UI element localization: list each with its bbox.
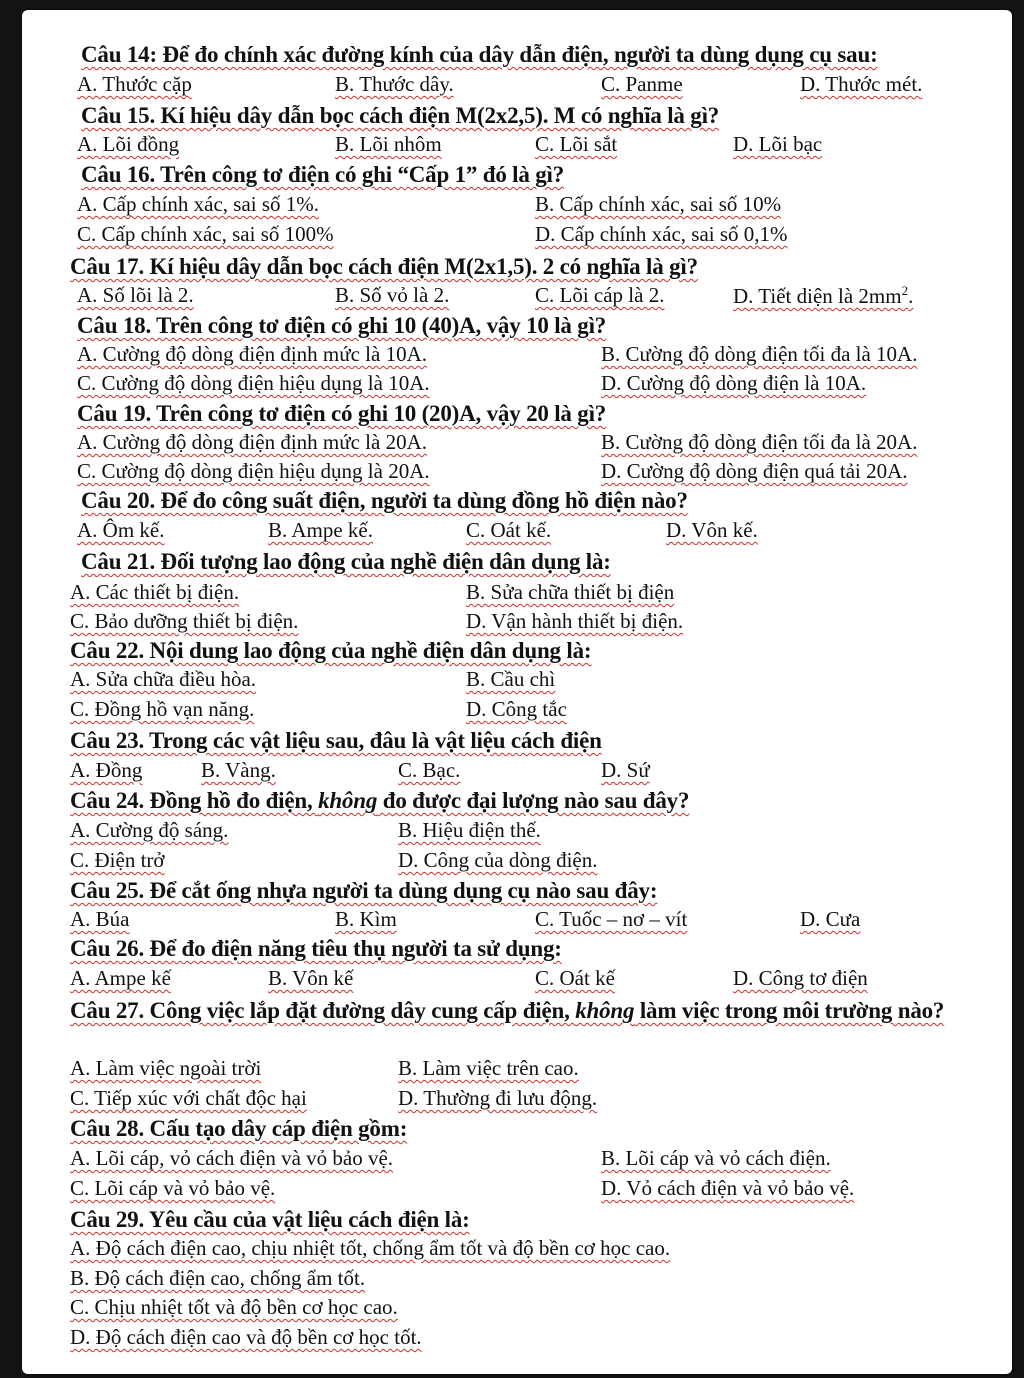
question-14-option-b: B. Thước dây. [335,72,454,96]
question-25-option-b: B. Kìm [335,907,397,931]
question-20-option-c: C. Oát kế. [466,518,552,542]
question-15-title: Câu 15. Kí hiệu dây dẫn bọc cách điện M(2x2,5). M có nghĩa là gì? [81,103,720,128]
question-28-title: Câu 28. Cấu tạo dây cáp điện gồm: [70,1116,408,1141]
question-26-option-c: C. Oát kế [535,966,615,990]
question-17-option-c: C. Lõi cáp là 2. [535,283,665,307]
question-14-option-d: D. Thước mét. [800,72,923,96]
question-24-option-a: A. Cường độ sáng. [70,818,229,842]
question-22-option-c: C. Đồng hồ vạn năng. [70,697,255,721]
question-26-title: Câu 26. Để đo điện năng tiêu thụ người ta sử dụng: [70,936,562,961]
question-15-option-b: B. Lõi nhôm [335,132,442,156]
question-27-option-b: B. Làm việc trên cao. [398,1056,579,1080]
question-14-title: Câu 14: Để đo chính xác đường kính của dây dẫn điện, người ta dùng dụng cụ sau: [81,42,878,67]
question-21-option-c: C. Bảo dưỡng thiết bị điện. [70,609,299,633]
question-25-title: Câu 25. Để cắt ống nhựa người ta dùng dụng cụ nào sau đây: [70,878,658,903]
question-22-option-b: B. Cầu chì [466,667,556,691]
question-17-title: Câu 17. Kí hiệu dây dẫn bọc cách điện M(2x1,5). 2 có nghĩa là gì? [70,254,698,279]
question-20-option-d: D. Vôn kế. [666,518,758,542]
question-28-option-b: B. Lõi cáp và vỏ cách điện. [601,1146,831,1170]
question-23-title: Câu 23. Trong các vật liệu sau, đâu là vật liệu cách điện [70,728,602,753]
question-28-option-a: A. Lõi cáp, vỏ cách điện và vỏ bảo vệ. [70,1146,394,1170]
question-22-title: Câu 22. Nội dung lao động của nghề điện dân dụng là: [70,638,592,663]
question-24-option-d: D. Công của dòng điện. [398,848,598,872]
question-27-option-d: D. Thường đi lưu động. [398,1086,598,1110]
question-21-option-a: A. Các thiết bị điện. [70,580,240,604]
question-26-option-b: B. Vôn kế [268,966,354,990]
question-16-option-a: A. Cấp chính xác, sai số 1%. [77,192,320,216]
question-23-option-b: B. Vàng. [201,758,276,782]
question-22-option-a: A. Sửa chữa điều hòa. [70,667,257,691]
question-19-option-d: D. Cường độ dòng điện quá tải 20A. [601,459,908,483]
question-17-option-d: D. Tiết diện là $2mm^2$. [733,283,914,308]
question-24-option-c: C. Điện trở [70,848,165,872]
question-18-option-a: A. Cường độ dòng điện định mức là 10A. [77,342,428,366]
question-16-option-c: C. Cấp chính xác, sai số 100% [77,222,334,246]
question-18-option-b: B. Cường độ dòng điện tối đa là 10A. [601,342,918,366]
question-19-option-c: C. Cường độ dòng điện hiệu dụng là 20A. [77,459,430,483]
question-23-option-c: C. Bạc. [398,758,461,782]
question-17-option-a: A. Số lõi là 2. [77,283,194,307]
question-25-option-d: D. Cưa [800,907,861,931]
question-20-option-b: B. Ampe kế. [268,518,373,542]
question-19-title: Câu 19. Trên công tơ điện có ghi 10 (20)A, vậy 20 là gì? [77,401,607,426]
question-15-option-c: C. Lõi sắt [535,132,618,156]
question-26-option-a: A. Ampe kế [70,966,171,990]
question-25-option-c: C. Tuốc – nơ – vít [535,907,688,931]
question-18-option-c: C. Cường độ dòng điện hiệu dụng là 10A. [77,371,430,395]
question-24-option-b: B. Hiệu điện thế. [398,818,541,842]
question-21-option-b: B. Sửa chữa thiết bị điện [466,580,675,604]
question-27-option-c: C. Tiếp xúc với chất độc hại [70,1086,307,1110]
question-29-option-a: A. Độ cách điện cao, chịu nhiệt tốt, chống ẩm tốt và độ bền cơ học cao. [70,1236,671,1260]
question-28-option-d: D. Vỏ cách điện và vỏ bảo vệ. [601,1176,855,1200]
question-27-title: Câu 27. Công việc lắp đặt đường dây cung cấp điện, không làm việc trong môi trường nào? [70,998,945,1023]
question-19-option-b: B. Cường độ dòng điện tối đa là 20A. [601,430,918,454]
question-14-option-a: A. Thước cặp [77,72,192,96]
question-25-option-a: A. Búa [70,907,130,931]
question-20-option-a: A. Ôm kế. [77,518,165,542]
question-17-option-b: B. Số vỏ là 2. [335,283,450,307]
question-26-option-d: D. Công tơ điện [733,966,868,990]
question-14-option-c: C. Panme [601,72,683,96]
question-29-option-c: C. Chịu nhiệt tốt và độ bền cơ học cao. [70,1295,398,1319]
question-18-option-d: D. Cường độ dòng điện là 10A. [601,371,867,395]
question-28-option-c: C. Lõi cáp và vỏ bảo vệ. [70,1176,276,1200]
question-21-title: Câu 21. Đối tượng lao động của nghề điện dân dụng là: [81,549,611,574]
question-29-option-b: B. Độ cách điện cao, chống ẩm tốt. [70,1266,366,1290]
question-21-option-d: D. Vận hành thiết bị điện. [466,609,684,633]
question-16-option-b: B. Cấp chính xác, sai số 10% [535,192,782,216]
question-18-title: Câu 18. Trên công tơ điện có ghi 10 (40)A, vậy 10 là gì? [77,313,607,338]
question-29-option-d: D. Độ cách điện cao và độ bền cơ học tốt. [70,1325,422,1349]
question-20-title: Câu 20. Để đo công suất điện, người ta dùng đồng hồ điện nào? [81,488,688,513]
question-29-title: Câu 29. Yêu cầu của vật liệu cách điện là: [70,1207,470,1232]
question-23-option-a: A. Đồng [70,758,143,782]
question-15-option-a: A. Lõi đồng [77,132,180,156]
question-16-option-d: D. Cấp chính xác, sai số 0,1% [535,222,788,246]
question-19-option-a: A. Cường độ dòng điện định mức là 20A. [77,430,428,454]
question-27-option-a: A. Làm việc ngoài trời [70,1056,262,1080]
question-15-option-d: D. Lõi bạc [733,132,823,156]
question-22-option-d: D. Công tắc [466,697,567,721]
question-23-option-d: D. Sứ [601,758,650,782]
question-24-title: Câu 24. Đồng hồ đo điện, không đo được đại lượng nào sau đây? [70,788,690,813]
question-16-title: Câu 16. Trên công tơ điện có ghi “Cấp 1” đó là gì? [81,162,565,187]
